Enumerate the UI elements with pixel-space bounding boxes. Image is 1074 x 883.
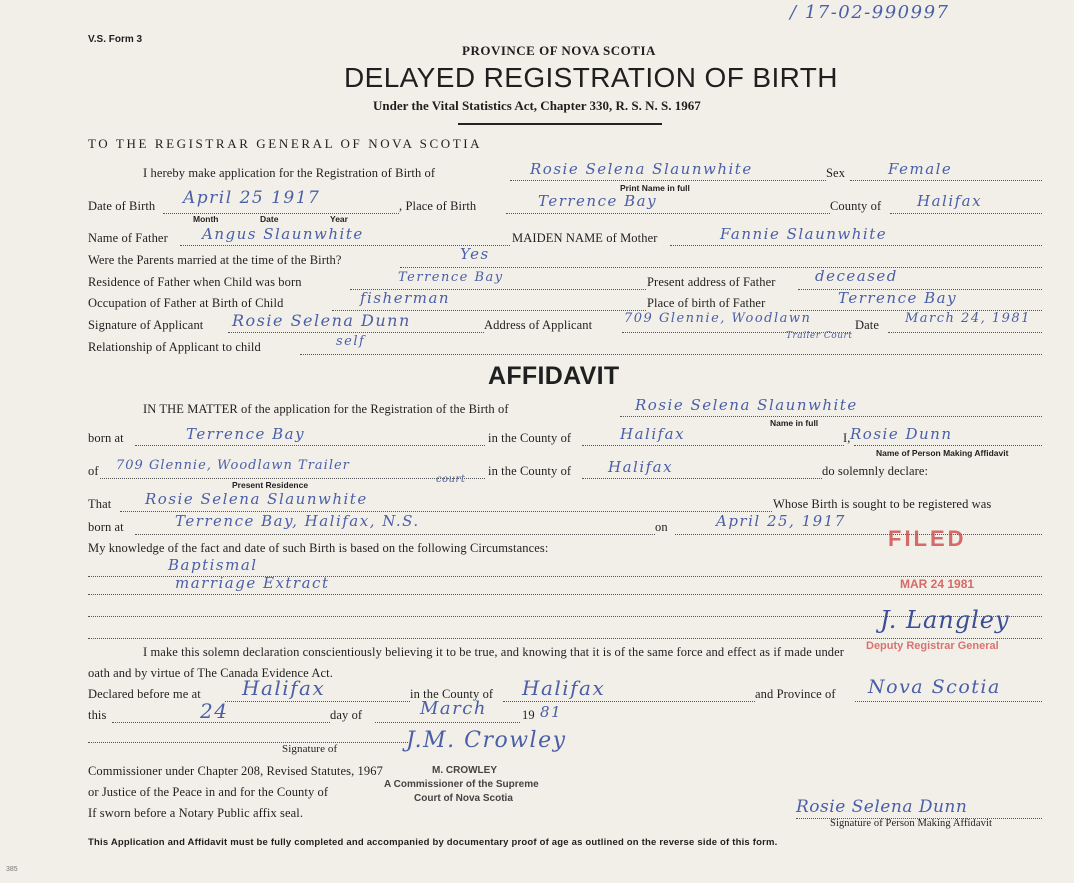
filed-stamp: FILED bbox=[888, 526, 967, 551]
married-label: Were the Parents married at the time of the Birth? bbox=[88, 253, 342, 267]
day-of-label: day of bbox=[330, 708, 363, 722]
occupation-field[interactable]: fisherman bbox=[360, 289, 451, 307]
born-on-field[interactable]: April 25, 1917 bbox=[716, 512, 846, 530]
form-title: DELAYED REGISTRATION OF BIRTH bbox=[344, 62, 838, 93]
on-label: on bbox=[655, 520, 668, 534]
year-note: Year bbox=[330, 214, 348, 224]
this-label: this bbox=[88, 708, 107, 722]
deputy-registrar-stamp: Deputy Registrar General bbox=[866, 640, 999, 652]
province-label: and Province of bbox=[755, 687, 836, 701]
father-field[interactable]: Angus Slaunwhite bbox=[202, 225, 364, 243]
father-birthplace-label: Place of birth of Father bbox=[647, 296, 766, 310]
year-prefix: 19 bbox=[522, 708, 535, 722]
knowledge-label: My knowledge of the fact and date of such Birth is based on the following Circumstances: bbox=[88, 541, 549, 555]
year-suffix-handwritten: 81 bbox=[540, 703, 563, 721]
affiant-residence-field[interactable]: 709 Glennie, Woodlawn Trailer bbox=[116, 458, 350, 473]
occupation-label: Occupation of Father at Birth of Child bbox=[88, 296, 284, 310]
affiant-signature: Rosie Selena Dunn bbox=[796, 797, 968, 817]
father-birthplace-field[interactable]: Terrence Bay bbox=[838, 289, 958, 307]
mother-field[interactable]: Fannie Slaunwhite bbox=[720, 225, 888, 243]
signature-of-label: Signature of bbox=[282, 743, 338, 755]
county-field-4[interactable]: Halifax bbox=[522, 676, 606, 700]
declared-at-field[interactable]: Halifax bbox=[242, 676, 326, 700]
of-label: of bbox=[88, 464, 99, 478]
address-note: Trailer Court bbox=[786, 331, 853, 341]
county-label-3: in the County of bbox=[488, 464, 572, 478]
sex-field[interactable]: Female bbox=[888, 160, 953, 178]
present-address-label: Present address of Father bbox=[647, 275, 776, 289]
county-label-4: in the County of bbox=[410, 687, 494, 701]
present-residence-note: Present Residence bbox=[232, 480, 309, 490]
place-label: , Place of Birth bbox=[399, 199, 477, 213]
commissioner-signature: J.M. Crowley bbox=[406, 728, 567, 753]
married-field[interactable]: Yes bbox=[460, 245, 490, 263]
affiant-signature-note: Signature of Person Making Affidavit bbox=[830, 818, 993, 829]
commissioner-stamp-name: M. CROWLEY bbox=[432, 765, 497, 776]
form-subtitle: Under the Vital Statistics Act, Chapter 330, R. S. N. S. 1967 bbox=[373, 98, 701, 113]
registrar-line: TO THE REGISTRAR GENERAL OF NOVA SCOTIA bbox=[88, 136, 483, 151]
county-field[interactable]: Halifax bbox=[917, 192, 983, 210]
notary-label: If sworn before a Notary Public affix seal. bbox=[88, 806, 304, 820]
county-label-2: in the County of bbox=[488, 431, 572, 445]
commissioner-stamp-title: A Commissioner of the Supreme bbox=[384, 779, 539, 790]
name-full-note: Name in full bbox=[770, 418, 819, 428]
affiant-name-field[interactable]: Rosie Dunn bbox=[850, 425, 953, 443]
matter-label: IN THE MATTER of the application for the Registration of the Birth of bbox=[143, 402, 509, 416]
signature-label: Signature of Applicant bbox=[88, 318, 204, 332]
affiant-residence-extra: court bbox=[436, 474, 466, 485]
month-field[interactable]: March bbox=[420, 698, 487, 719]
filed-date-stamp: MAR 24 1981 bbox=[900, 577, 975, 591]
province-heading: PROVINCE OF NOVA SCOTIA bbox=[462, 43, 656, 58]
justice-label: or Justice of the Peace in and for the County of bbox=[88, 785, 329, 799]
registration-number: / 17-02-990997 bbox=[790, 2, 950, 23]
footer-notice: This Application and Affidavit must be fully completed and accompanied by documentary proof of age as outlined on the reverse side of this form. bbox=[88, 837, 778, 848]
born-at-label: born at bbox=[88, 431, 124, 445]
address-field[interactable]: 709 Glennie, Woodlawn bbox=[624, 311, 812, 326]
applicant-signature[interactable]: Rosie Selena Dunn bbox=[232, 311, 411, 330]
born-at-label-2: born at bbox=[88, 520, 124, 534]
circumstance-1[interactable]: Baptismal bbox=[168, 556, 258, 574]
declaration-line-2: oath and by virtue of The Canada Evidence Act. bbox=[88, 666, 333, 680]
date-signed-label: Date bbox=[855, 318, 879, 332]
child-name-field[interactable]: Rosie Selena Slaunwhite bbox=[530, 160, 753, 178]
declaration-line-1: I make this solemn declaration conscientiously believing it to be true, and knowing that it is of the same force and effect as if made under bbox=[143, 645, 845, 659]
day-field[interactable]: 24 bbox=[200, 699, 229, 723]
declared-label: Declared before me at bbox=[88, 687, 201, 701]
circumstance-2[interactable]: marriage Extract bbox=[175, 574, 330, 592]
dob-field[interactable]: April 25 1917 bbox=[183, 188, 321, 208]
address-label: Address of Applicant bbox=[484, 318, 593, 332]
affidavit-heading: AFFIDAVIT bbox=[488, 362, 620, 390]
father-label: Name of Father bbox=[88, 231, 168, 245]
registrar-initials: J. Langley bbox=[880, 606, 1010, 634]
born-at-field-2[interactable]: Terrence Bay, Halifax, N.S. bbox=[175, 512, 420, 530]
born-at-field[interactable]: Terrence Bay bbox=[186, 425, 306, 443]
corner-number: 385 bbox=[6, 866, 18, 873]
month-note: Month bbox=[193, 214, 219, 224]
province-field[interactable]: Nova Scotia bbox=[868, 676, 1001, 698]
sex-label: Sex bbox=[826, 166, 846, 180]
present-address-field[interactable]: deceased bbox=[815, 267, 898, 285]
print-name-note: Print Name in full bbox=[620, 183, 690, 193]
that-label: That bbox=[88, 497, 112, 511]
dob-label: Date of Birth bbox=[88, 199, 156, 213]
commissioner-label: Commissioner under Chapter 208, Revised Statutes, 1967 bbox=[88, 764, 383, 778]
county-field-3[interactable]: Halifax bbox=[608, 458, 674, 476]
affiant-name-note: Name of Person Making Affidavit bbox=[876, 448, 1009, 458]
affidavit-child-name[interactable]: Rosie Selena Slaunwhite bbox=[635, 396, 858, 414]
residence-label: Residence of Father when Child was born bbox=[88, 275, 302, 289]
subject-name-field[interactable]: Rosie Selena Slaunwhite bbox=[145, 490, 368, 508]
whose-birth-label: Whose Birth is sought to be registered was bbox=[773, 497, 992, 511]
relationship-label: Relationship of Applicant to child bbox=[88, 340, 261, 354]
date-signed-field[interactable]: March 24, 1981 bbox=[905, 311, 1031, 326]
title-rule bbox=[458, 123, 662, 125]
i-label: I, bbox=[843, 431, 851, 445]
mother-label: MAIDEN NAME of Mother bbox=[512, 231, 658, 245]
apply-label: I hereby make application for the Registration of Birth of bbox=[143, 166, 436, 180]
county-label: County of bbox=[830, 199, 882, 213]
place-field[interactable]: Terrence Bay bbox=[538, 192, 658, 210]
declare-label: do solemnly declare: bbox=[822, 464, 929, 478]
relationship-field[interactable]: self bbox=[336, 334, 366, 349]
county-field-2[interactable]: Halifax bbox=[620, 425, 686, 443]
date-note: Date bbox=[260, 214, 279, 224]
commissioner-stamp-court: Court of Nova Scotia bbox=[414, 793, 513, 804]
form-code: V.S. Form 3 bbox=[88, 34, 143, 45]
residence-field[interactable]: Terrence Bay bbox=[398, 270, 504, 285]
